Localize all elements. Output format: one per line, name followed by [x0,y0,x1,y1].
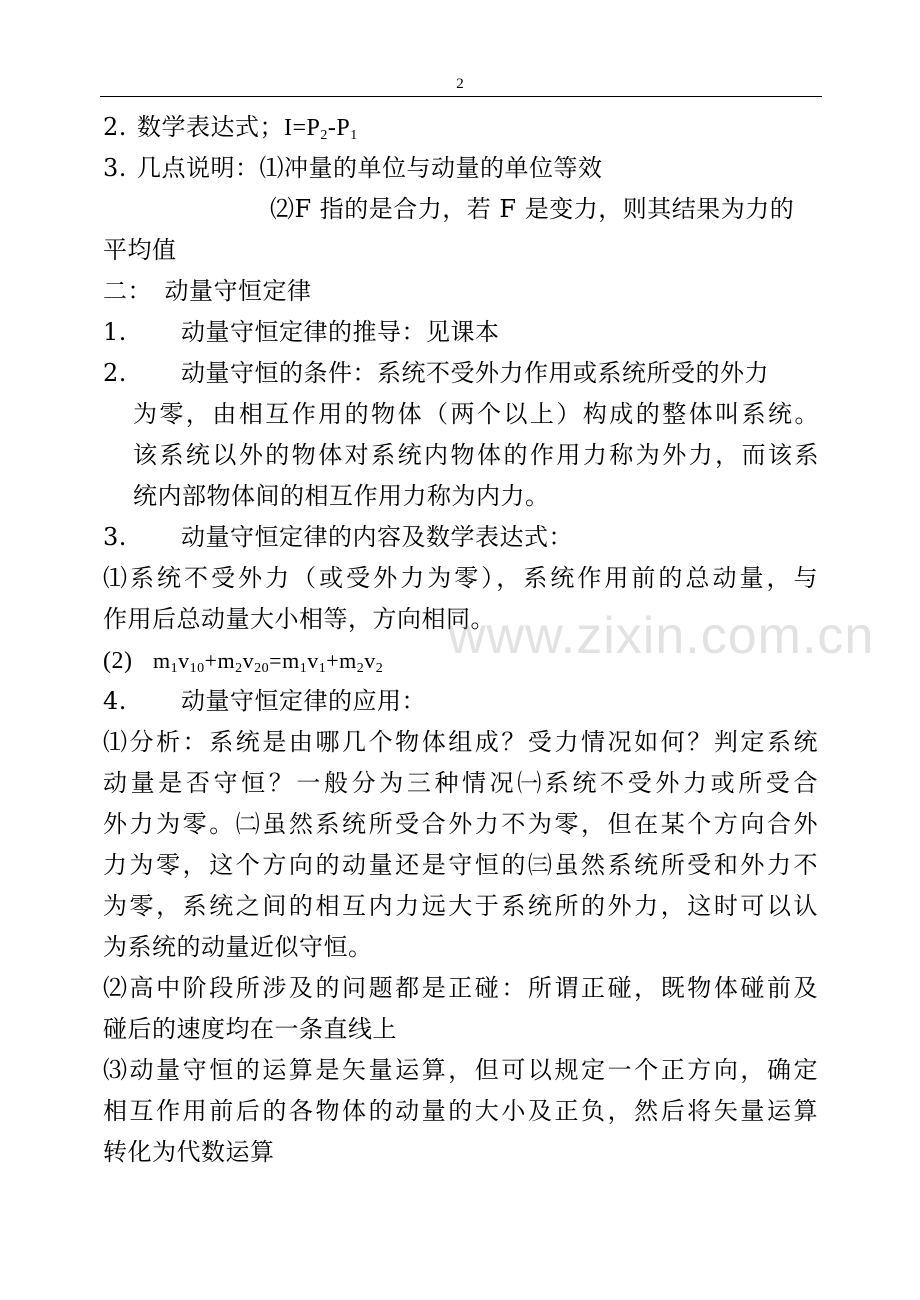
item-number: 2. [103,359,127,387]
line-derivation [103,317,823,347]
line-collision-1: ⑵高中阶段所涉及的问题都是正碰：所谓正碰，既物体碰前及 [103,974,818,1002]
item-text: 动量守恒定律的内容及数学表达式： [181,523,573,551]
line-vector-1: ⑶动量守恒的运算是矢量运算，但可以规定一个正方向，确定 [103,1056,818,1084]
line-analysis-1: ⑴分析：系统是由哪几个物体组成？受力情况如何？判定系统 [103,728,818,756]
line-analysis-6: 为系统的动量近似守恒。 [103,933,373,961]
header-rule [100,96,822,97]
line-formula-impulse [103,112,823,143]
item-text: 动量守恒定律的推导：见课本 [181,318,500,346]
item-text: 数学表达式； [137,113,284,141]
line-content-1: ⑴系统不受外力（或受外力为零），系统作用前的总动量，与 [103,564,818,592]
line-analysis-4: 力为零，这个方向的动量还是守恒的㈢虽然系统所受和外力不 [103,851,818,879]
item-number: 3. [103,154,127,182]
item-text: 几点说明：⑴冲量的单位与动量的单位等效 [137,154,603,182]
line-conditions-cont-1: 为零，由相互作用的物体（两个以上）构成的整体叫系统。 [133,400,819,428]
item-number: 3. [103,523,127,551]
section-heading: 二： 动量守恒定律 [103,277,312,305]
item-text: 动量守恒定律的应用： [181,687,426,715]
line-analysis-2: 动量是否守恒？一般分为三种情况㈠系统不受外力或所受合 [103,769,818,797]
line-note-2-cont: 平均值 [103,236,177,264]
item-number: (2) [103,648,133,674]
line-application [103,686,823,716]
impulse-formula: $I=P_2-P_1$ [284,115,358,143]
line-analysis-5: 为零，系统之间的相互内力远大于系统所的外力，这时可以认 [103,892,818,920]
line-conditions-cont-3: 统内部物体间的相互作用力称为内力。 [133,482,550,510]
item-text: 动量守恒的条件：系统不受外力作用或系统所受的外力 [181,359,769,387]
item-number: 2. [103,113,127,141]
watermark: www.zixin.com.cn [448,607,875,665]
line-notes [103,153,823,183]
line-vector-3: 转化为代数运算 [103,1138,275,1166]
page-number: 2 [456,76,464,92]
line-conditions-cont-2: 该系统以外的物体对系统内物体的作用力称为外力，而该系 [133,441,819,469]
line-note-2: ⑵F 指的是合力，若 F 是变力，则其结果为力的 [270,195,795,223]
line-content [103,522,823,552]
line-analysis-3: 外力为零。㈡虽然系统所受合外力不为零，但在某个方向合外 [103,810,818,838]
line-conditions [103,358,823,388]
item-number: 1. [103,318,127,346]
item-number: 4. [103,687,127,715]
momentum-formula: $m_1v_{10}+m_2v_{20}=m_1v_1+m_2v_2$ [153,648,384,676]
line-content-1-cont: 作用后总动量大小相等，方向相同。 [103,605,495,633]
line-collision-2: 碰后的速度均在一条直线上 [103,1015,397,1043]
line-vector-2: 相互作用前后的各物体的动量的大小及正负，然后将矢量运算 [103,1097,818,1125]
